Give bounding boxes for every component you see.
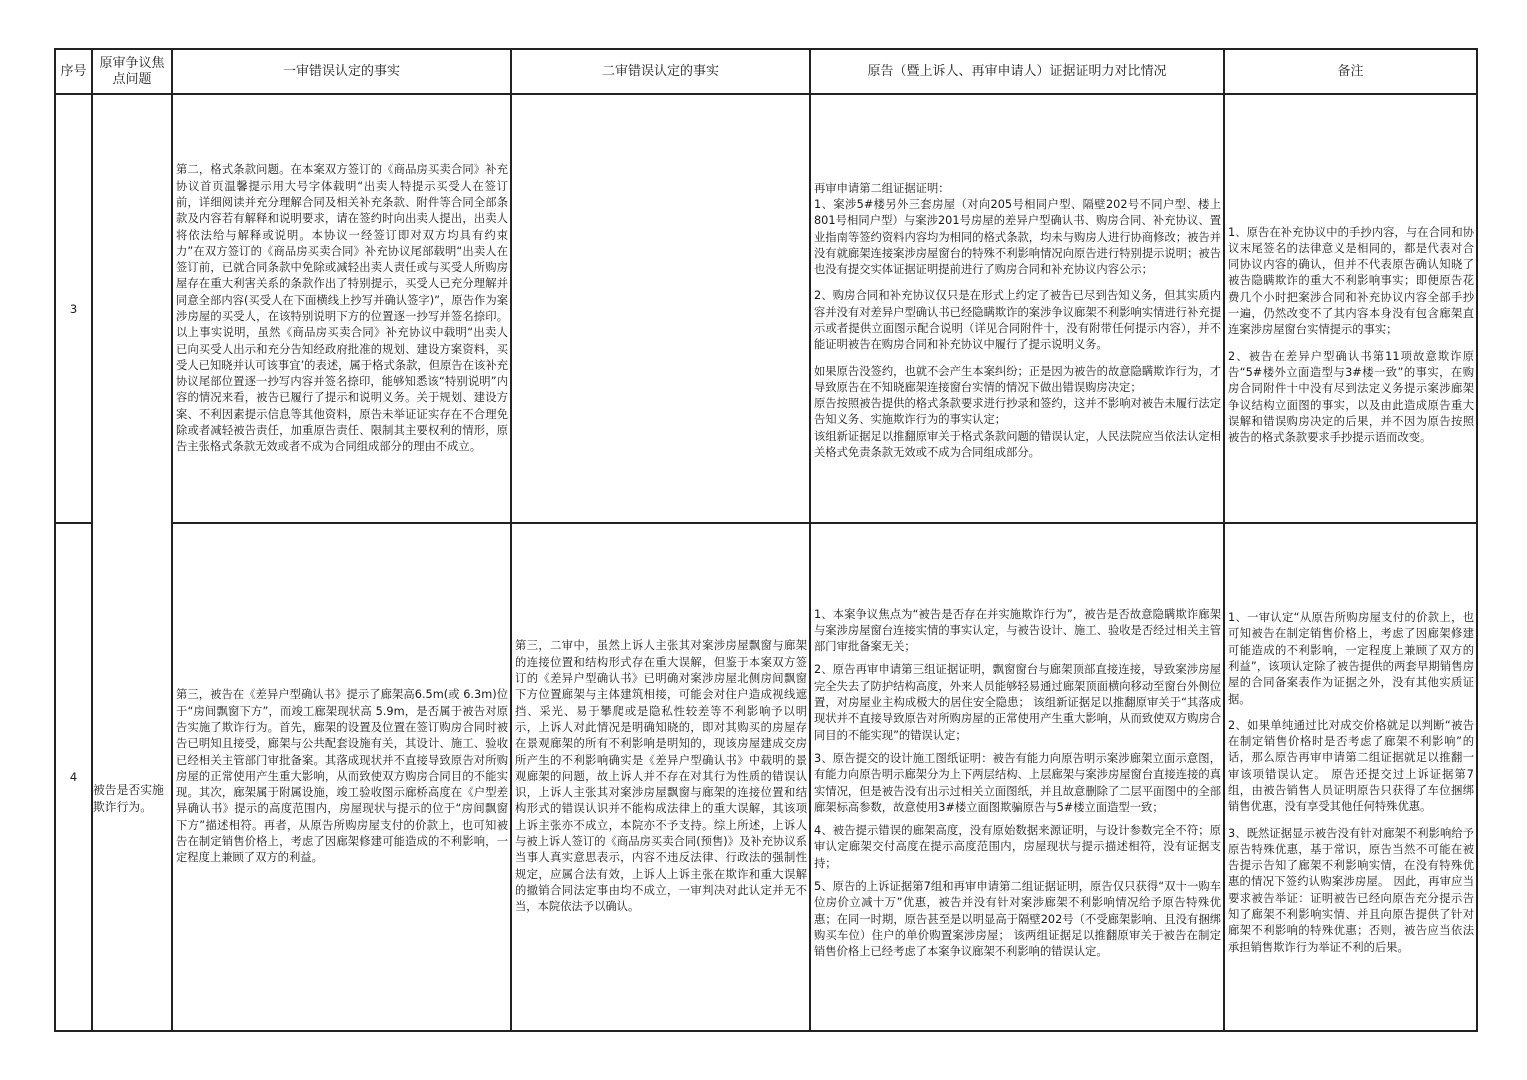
row-number: 4 [55, 523, 92, 1031]
paragraph: 如果原告没签约，也就不会产生本案纠纷；正是因为被告的故意隐瞒欺诈行为，才导致原告在不知晓廊架连接窗台实情的情况下做出错误购房决定； [814, 364, 1221, 394]
paragraph: 1、原告在补充协议中的手抄内容，与在合同和协议末尾签名的法律意义是相同的，都是代表对合同协议内容的确认，但并不代表原告确认知晓了被告隐瞒欺诈的重大不利影响事实；即便原告花费几个小时把案涉合同和补充协议内容全部手抄一遍，仍然改变不了其内容本身没有包含廊架直连案涉房屋窗台实情提示的事实； [1228, 225, 1474, 337]
row-number: 3 [55, 94, 92, 523]
second-instance-cell [511, 523, 810, 1031]
paragraph-gap [1228, 816, 1474, 826]
paragraph: 2、购房合同和补充协议仅只是在形式上约定了被告已尽到告知义务，但其实质内容并没有对差异户型确认书已经隐瞒欺诈的案涉争议廊架不利影响实情进行补充提示或者提供立面图示配合说明（详见合同附件十，没有附带任何提示内容），并不能证明被告在购房合同和补充协议中履行了提示说明义务。 [814, 289, 1221, 352]
paragraph: 再审申请第二组证据证明： [814, 181, 950, 195]
paragraph: 第二，格式条款问题。在本案双方签订的《商品房买卖合同》补充协议首页温馨提示用大号字体载明“出卖人特提示买受人在签订前，详细阅读并充分理解合同及相关补充条款、附件等合同全部条款及内容若有解释和说明要求，请在签约时向出卖人提出，出卖人将依法给与解释或说明。本协议一经签订即对双方均具有约束力”在双方签订的《商品房买卖合同》补充协议尾部载明“出卖人在签订前，已就合同条款中免除或减轻出卖人责任或与买受人所购房屋存在重大利害关系的条款作出了特别提示，买受人已充分理解并同意全部内容(买受人在下面横线上抄写并确认签字)”，原告作为案涉房屋的买受人，在该特别说明下方的位置逐一抄写并签名捺印。以上事实说明，虽然《商品房买卖合同》补充协议中载明“出卖人已向买受人出示和充分告知经政府批准的规划、建设方案资料，买受人已知晓并认可该事宜’的表述，属于格式条款，但原告在该补充协议尾部位置逐一抄写内容并签名捺印，能够知悉该“特别说明”内容的情况来看，被告已履行了提示和说明义务。关于规划、建设方案、不利因素提示信息等其他资料，原告未举证证实存在不合理免除或者减轻被告责任，加重原告责任、限制其主要权利的情形，原告主张格式条款无效或者不成为合同组成部分的理由不成立。 [176, 163, 508, 454]
table-row [55, 523, 1477, 1031]
header-seq: 序号 [55, 49, 92, 94]
paragraph-gap [814, 278, 1221, 288]
second-instance-cell-empty [511, 94, 810, 523]
focus-issue-cell [92, 94, 172, 1031]
paragraph-gap [1228, 339, 1474, 349]
comparison-table [54, 48, 1478, 1032]
paragraph: 2、被告在差异户型确认书第11项故意欺诈原告“5#楼外立面造型与3#楼一致”的事实，在购房合同附件十中没有尽到法定义务提示案涉廊架争议结构立面图的事实，以及由此造成原告重大误解和错误购房决定的后果，并不因为原告按照被告的格式条款要求手抄提示语而改变。 [1228, 349, 1474, 445]
header-remark: 备注 [1224, 49, 1477, 94]
remark-text [1225, 169, 1476, 449]
paragraph-gap [814, 872, 1221, 879]
first-instance-cell [172, 94, 511, 523]
evidence-compare-cell [810, 523, 1224, 1031]
header-evidence-compare: 原告（暨上诉人、再审申请人）证据证明力对比情况 [810, 49, 1224, 94]
paragraph: 2、如果单纯通过比对成交价格就足以判断“被告在制定销售价格时是否考虑了廊架不利影响”的话，那么原告再审申请第二组证据就足以推翻一审该项错误认定。 原告还提交过上诉证据第7组，由被告销售人员证明原告只获得了车位捆绑销售优惠，没有享受其他任何特殊优惠。 [1228, 718, 1474, 814]
header-first-instance: 一审错误认定的事实 [172, 49, 511, 94]
paragraph-gap [814, 655, 1221, 662]
paragraph-gap [1228, 708, 1474, 718]
second-instance-text [512, 636, 809, 917]
paragraph: 该组新证据足以推翻原审关于格式条款问题的错误认定，人民法院应当依法认定相关格式免责条款无效或不成为合同组成部分。 [814, 429, 1221, 460]
evidence-compare-text [811, 154, 1223, 464]
table-row [55, 94, 1477, 523]
evidence-compare-text [811, 592, 1223, 963]
header-second-instance: 二审错误认定的事实 [511, 49, 810, 94]
remark-cell [1224, 94, 1477, 523]
paragraph: 1、案涉5#楼另外三套房屋（对向205号相同户型、隔壁202号不同户型、楼上801号相同户型）与案涉201号房屋的差异户型确认书、购房合同、补充协议、置业指南等签约资料内容均为相同的格式条款，均未与购房人进行协商修改；被告并没有就廊架连接案涉房屋窗台的特殊不利影响情况向原告进行特别提示说明；被告也没有提交实体证据证明提前进行了购房合同和补充协议内容公示； [814, 197, 1221, 277]
paragraph: 2、原告再审申请第三组证据证明，飘窗窗台与廊架顶部直接连接，导致案涉房屋完全失去了防护结构高度，外来人员能够轻易通过廊架顶面横向移动至窗台外侧位置，对房屋业主构成极大的居住安全隐患； 该组新证据足以推翻原审关于“其落成现状并不直接导致原告对所购房屋的正常使用产生重大影响，从而致使双方购房合同目的不能实现”的错误认定； [814, 663, 1221, 742]
first-instance-cell [172, 523, 511, 1031]
table-header-row [55, 49, 1477, 94]
paragraph: 第三，二审中，虽然上诉人主张其对案涉房屋飘窗与廊架的连接位置和结构形式存在重大误解，但鉴于本案双方签订的《差异户型确认书》已明确对案涉房屋北侧房间飘窗下方位置廊架与主体建筑相接，可能会对住户造成视线遮挡、采光、易于攀爬或是隐私性较差等不利影响予以明示，上诉人对此情况是明确知晓的，即对其购买的房屋存在景观廊架的所有不利影响是明知的，现该房屋建成交房所产生的不利影响确实是《差异户型确认书》中载明的景观廊架的问题，故上诉人并不存在对其行为性质的错误认识，上诉人主张其对案涉房屋飘窗与廊架的连接位置和结构形式的错误认识并不能构成法律上的重大误解，其该项上诉主张亦不成立，本院亦不予支持。综上所述，上诉人与被上诉人签订的《商品房买卖合同(预售)》及补充协议系当事人真实意思表示，内容不违反法律、行政法的强制性规定，应属合法有效，上诉人上诉主张在欺诈和重大误解的撤销合同法定事由均不成立，一审判决对此认定并无不当，本院依法予以确认。 [515, 639, 807, 914]
paragraph: 4、被告提示错误的廊架高度，没有原始数据来源证明，与设计参数完全不符；原审认定廊架交付高度在提示高度范围内，房屋现状与提示描述相符，没有证据支持； [814, 824, 1221, 870]
paragraph: 第三，被告在《差异户型确认书》提示了廊架高6.5m(或 6.3m)位于“房间飘窗下方”，而竣工廊架现状高 5.9m，是否属于被告对原告实施了欺诈行为。首先，廊架的设置及位置在签订购房合同时被告已明知且接受，廊架与公共配套设施有关，其设计、施工、验收已经相关主管部门审批备案。其落成现状并不直接导致原告对所购房屋的正常使用产生重大影响，从而致使双方购房合同目的不能实现。其次，廊架属于附属设施，竣工验收图示廊桥高度在《户型差异确认书》提示的高度范围内，房屋现状与提示的位于“房间飘窗下方”描述相符。再者，从原告所购房屋支付的价款上，也可知被告在制定销售价格上，考虑了因廊架修建可能造成的不利影响，一定程度上兼顾了双方的利益。 [176, 688, 508, 865]
paragraph: 3、既然证据显示被告没有针对廊架不利影响给予原告特殊优惠，基于常识，原告当然不可能在被告提示告知了廊架不利影响实情，在没有特殊优惠的情况下签约认购案涉房屋。 因此，再审应当要求被告举证：证明被告已经向原告充分提示告知了廊架不利影响实情、并且向原告提供了针对廊架不利影响的特殊优惠；否则，被告应当依法承担销售欺诈行为举证不利的后果。 [1228, 826, 1474, 954]
first-instance-text [173, 159, 510, 457]
paragraph: 1、一审认定“从原告所购房屋支付的价款上，也可知被告在制定销售价格上，考虑了因廊架修建可能造成的不利影响，一定程度上兼顾了双方的利益”，该项认定除了被告提供的两套早期销售房屋的合同备案表作为证据之外，没有其他实质证据。 [1228, 611, 1474, 706]
remark-text [1225, 596, 1476, 958]
paragraph-gap [814, 744, 1221, 751]
paragraph: 5、原告的上诉证据第7组和再审申请第二组证据证明，原告仅只获得“双十一购车位房价立减十万”优惠，被告并没有针对案涉廊架不利影响情况给予原告特殊优惠；在同一时期，原告甚至是以明显高于隔壁202号（不受廊架影响、且没有捆绑购买车位）住户的单价购置案涉房屋； 该两组证据足以推翻原审关于被告在制定销售价格上已经考虑了本案争议廊架不利影响的错误认定。 [814, 879, 1221, 959]
paragraph-gap [814, 354, 1221, 364]
paragraph: 1、本案争议焦点为“被告是否存在并实施欺诈行为”，被告是否故意隐瞒欺诈廊架与案涉房屋窗台连接实情的事实认定，与被告设计、施工、验收是否经过相关主管部门审批备案无关； [814, 607, 1221, 654]
evidence-compare-cell [810, 94, 1224, 523]
paragraph-gap [814, 816, 1221, 823]
focus-issue-text: 被告是否实施欺诈行为。 [93, 783, 164, 814]
paragraph: 原告按照被告提供的格式条款要求进行抄录和签约，这并不影响对被告未履行法定告知义务、实施欺诈行为的事实认定； [814, 397, 1221, 427]
paragraph: 3、原告提交的设计施工图纸证明：被告有能力向原告明示案涉廊架立面示意图，有能力向原告明示廊架分为上下两层结构、上层廊架与案涉房屋窗台直接连接的真实情况，但是被告没有出示过相关立面图纸，并且故意删除了二层平面图中的全部廊架标高参数，故意使用3#楼立面图欺骗原告与5#楼立面造型一致； [814, 751, 1221, 814]
header-focus: 原审争议焦点问题 [92, 49, 172, 94]
first-instance-text [173, 685, 510, 868]
remark-cell [1224, 523, 1477, 1031]
